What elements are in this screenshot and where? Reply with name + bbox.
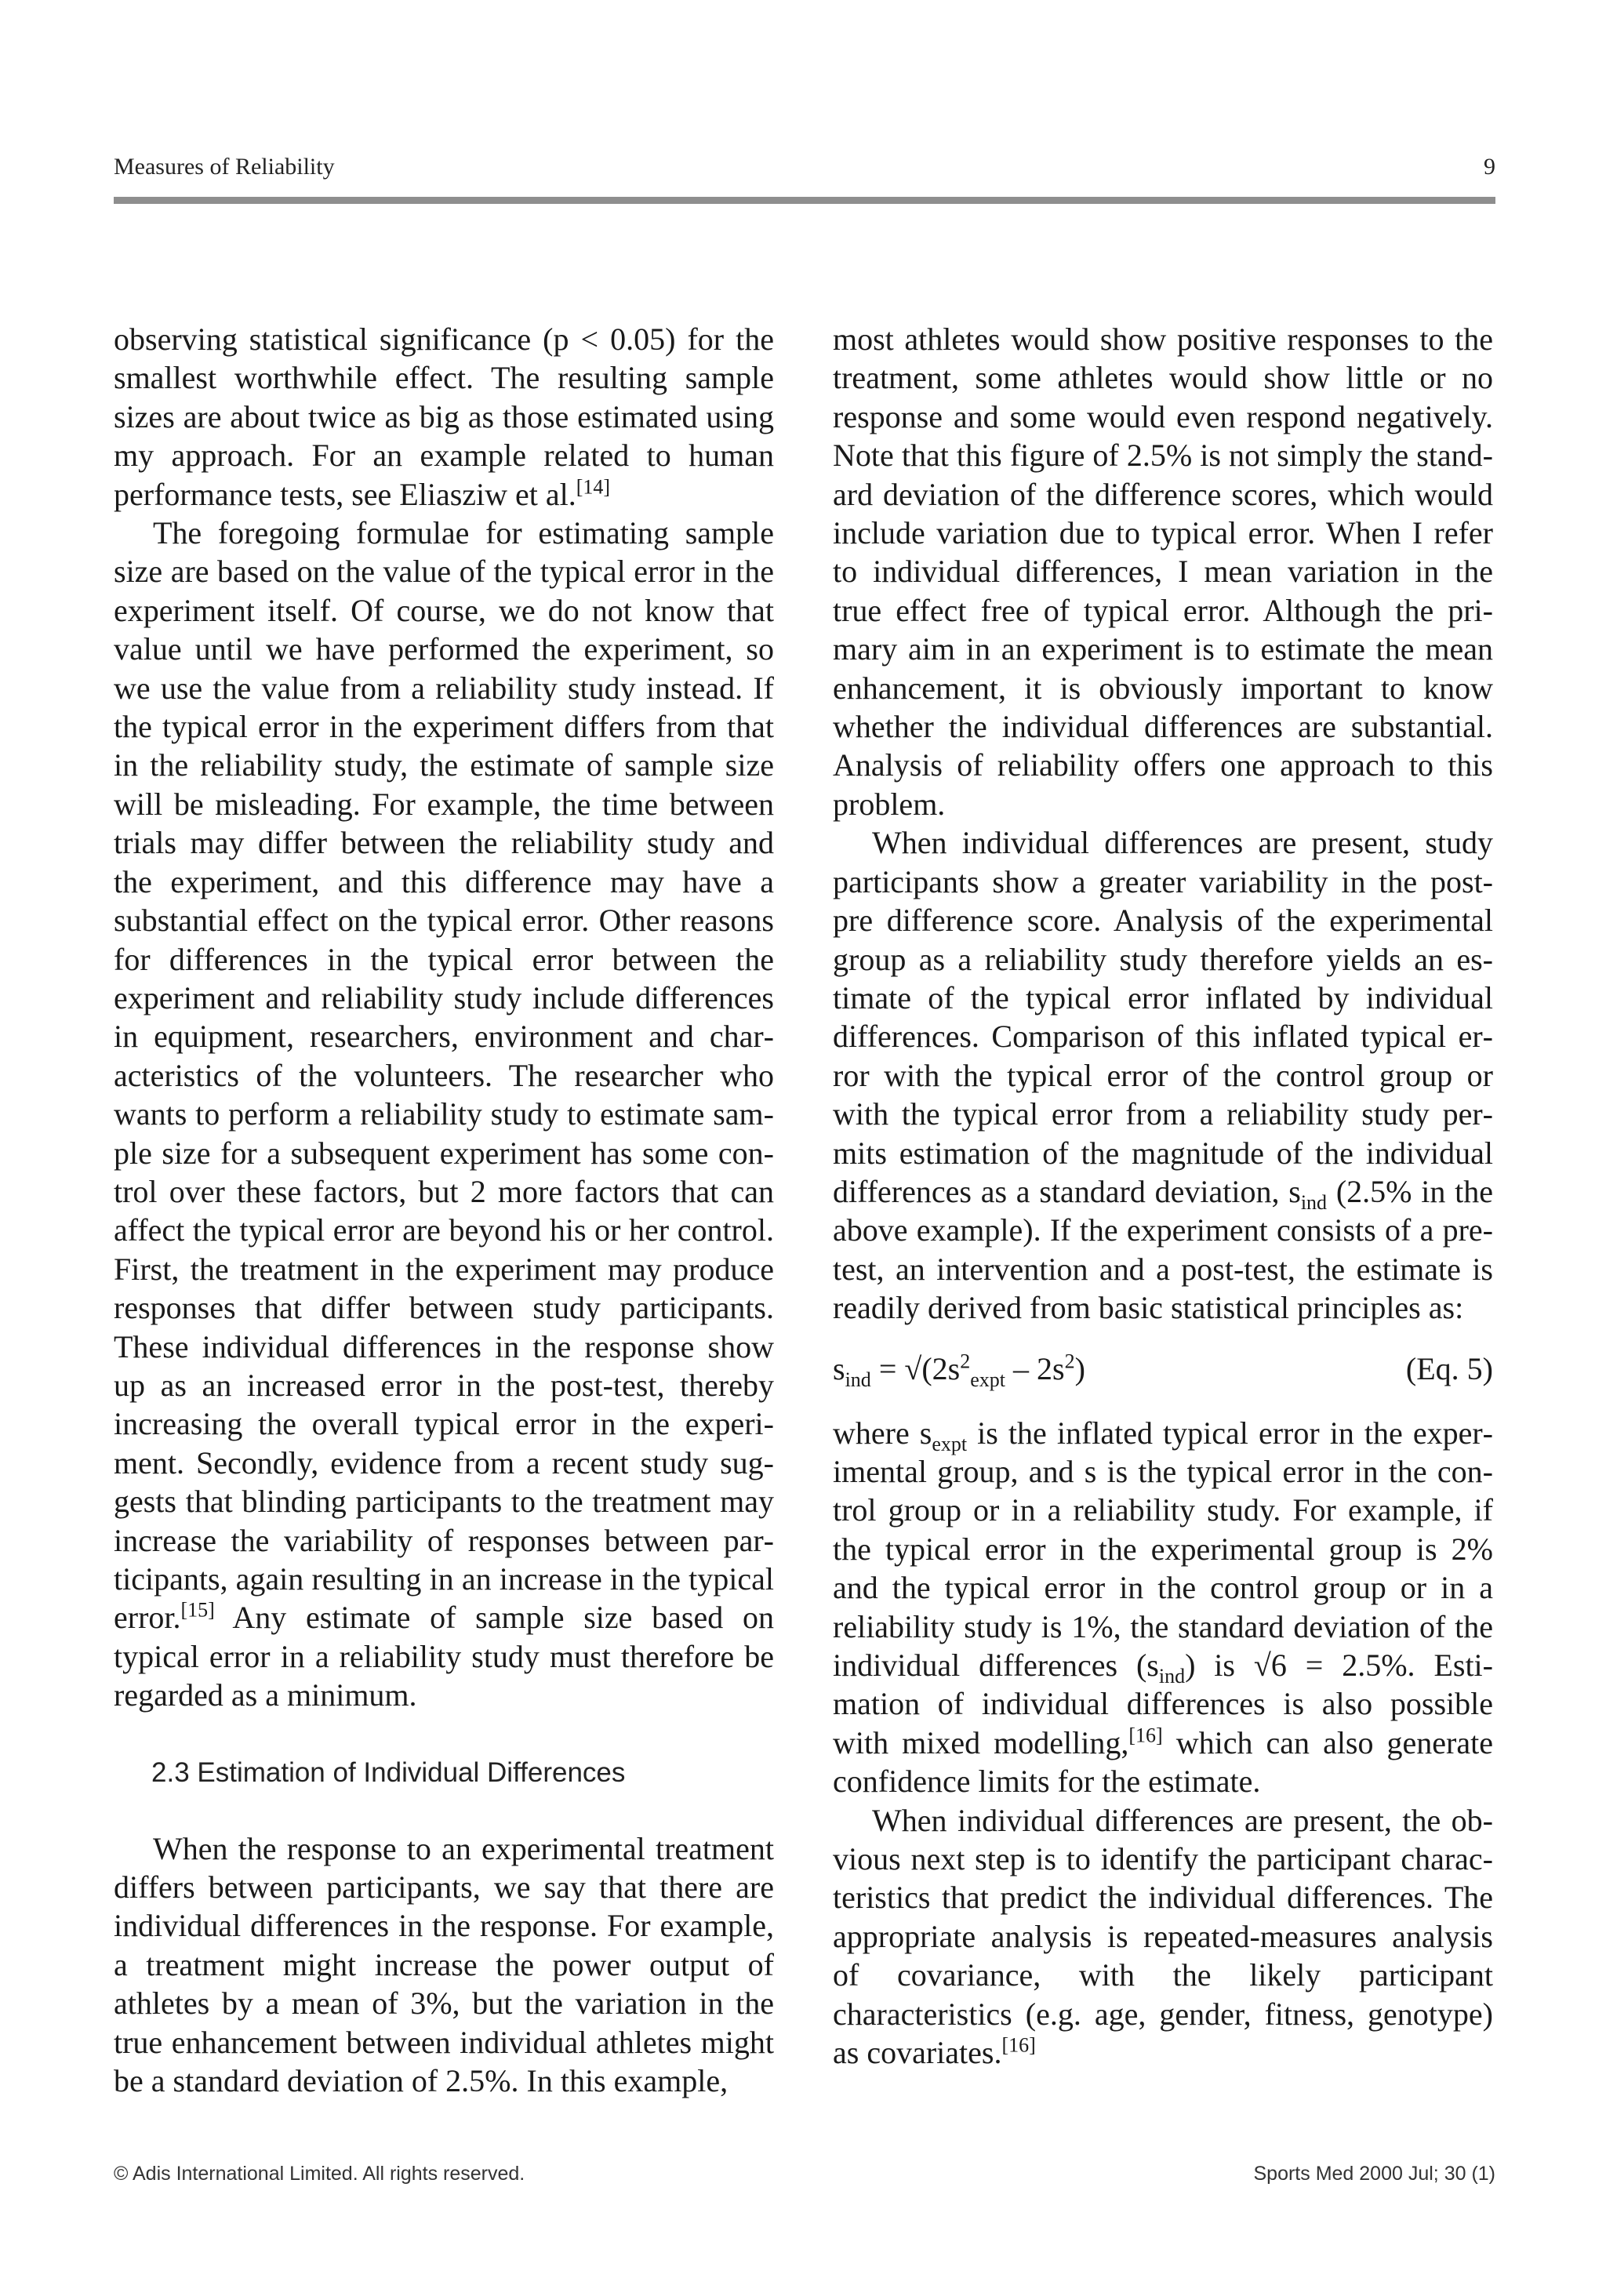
section-heading: 2.3 Estimation of Individual Differences — [151, 1757, 626, 1788]
page-number: 9 — [1484, 154, 1495, 180]
reference-citation: [16] — [1001, 2033, 1036, 2057]
running-title: Measures of Reliability — [114, 154, 335, 180]
reference-citation: [14] — [576, 475, 611, 499]
equation-5 — [833, 1350, 1493, 1393]
paragraph: When individual differences are present, the obvious next step is to identify the participant characteristics that predict the individual differences. The appropriate analysis is repeated-measures analysis of covariance, with the likely participant characteristics (e.g. age, gender, fitness, genotype) as covariates.[16] — [833, 1802, 1493, 2071]
equation-body: $s_{ind} = √(2s^2_{expt} - 2s^2)$ — [833, 1350, 1085, 1391]
equation-label: (Eq. 5) — [1405, 1350, 1493, 1386]
footer-citation: Sports Med 2000 Jul; 30 (1) — [1253, 2163, 1495, 2185]
paragraph: When individual differences are present, study participants show a greater variability in the post-pre difference score. Analysis of the experimental group as a reliability study therefore yields an estimate of the typical error inflated by individual differences. Comparison of this inflated typical error with the typical error of the control group or with the typical error from a reliability study permits estimation of the magnitude of the individual differences as a standard deviation, $s_{ind}$ (2.5% in the above example). If the experiment consists of a pre-test, an intervention and a post-test, the estimate is readily derived from basic statistical principles as: — [833, 825, 1493, 1326]
paragraph: where $s_{expt}$ is the inflated typical error in the experimental group, and s is the typical error in the control group or in a reliability study. For example, if the typical error in the experimental group is 2% and the typical error in the control group or in a reliability study is 1%, the standard deviation of the individual differences $(s_{ind})$ is √6 = 2.5%. Estimation of individual differences is also possible with mixed modelling,[16] which can also generate confidence limits for the estimate. — [833, 1415, 1493, 1800]
footer-copyright: © Adis International Limited. All rights reserved. — [114, 2163, 525, 2185]
paragraph: The foregoing formulae for estimating sample size are based on the value of the typical error in the experiment itself. Of course, we do not know that value until we have performed the experiment, so we use the value from a reliability study instead. If the typical error in the experiment differs from that in the reliability study, the estimate of sample size will be misleading. For example, the time between trials may differ between the reliability study and the experiment, and this difference may have a substantial effect on the typical error. Other reasons for differences in the typical error between the experiment and reliability study include differences in equipment, researchers, environment and characteristics of the volunteers. The researcher who wants to perform a reliability study to estimate sample size for a subsequent experiment has some control over these factors, but 2 more factors that can affect the typical error are beyond his or her control. First, the treatment in the experiment may produce responses that differ between study participants. These individual differences in the response show up as an increased error in the post-test, thereby increasing the overall typical error in the experiment. Secondly, evidence from a recent study suggests that blinding participants to the treatment may increase the variability of responses between participants, again resulting in an increase in the typical error.[15] Any estimate of sample size based on typical error in a reliability study must therefore be regarded as a minimum. — [114, 515, 774, 1713]
paragraph: When the response to an experimental treatment differs between participants, we say that there are individual differences in the response. For example, a treatment might increase the power output of athletes by a mean of 3%, but the variation in the true enhancement between individual athletes might be a standard deviation of 2.5%. In this example, — [114, 1830, 774, 2099]
running-header — [114, 154, 1495, 185]
paragraph: observing statistical significance (p < 0.05) for the smallest worthwhile effect. The resulting sample sizes are about twice as big as those estimated using my approach. For an example related to human performance tests, see Eliasziw et al.[14] — [114, 322, 774, 512]
reference-citation: [16] — [1128, 1724, 1163, 1747]
paragraph: most athletes would show positive responses to the treatment, some athletes would show little or no response and some would even respond negatively. Note that this figure of 2.5% is not simply the standard deviation of the difference scores, which would include variation due to typical error. When I refer to individual differences, I mean variation in the true effect free of typical error. Although the primary aim in an experiment is to estimate the mean enhancement, it is obviously important to know whether the individual differences are substantial. Analysis of reliability offers one approach to this problem. — [833, 322, 1493, 822]
right-column — [833, 320, 1493, 2072]
left-column — [114, 320, 774, 2100]
reference-citation: [15] — [180, 1599, 215, 1622]
header-rule — [114, 197, 1495, 204]
